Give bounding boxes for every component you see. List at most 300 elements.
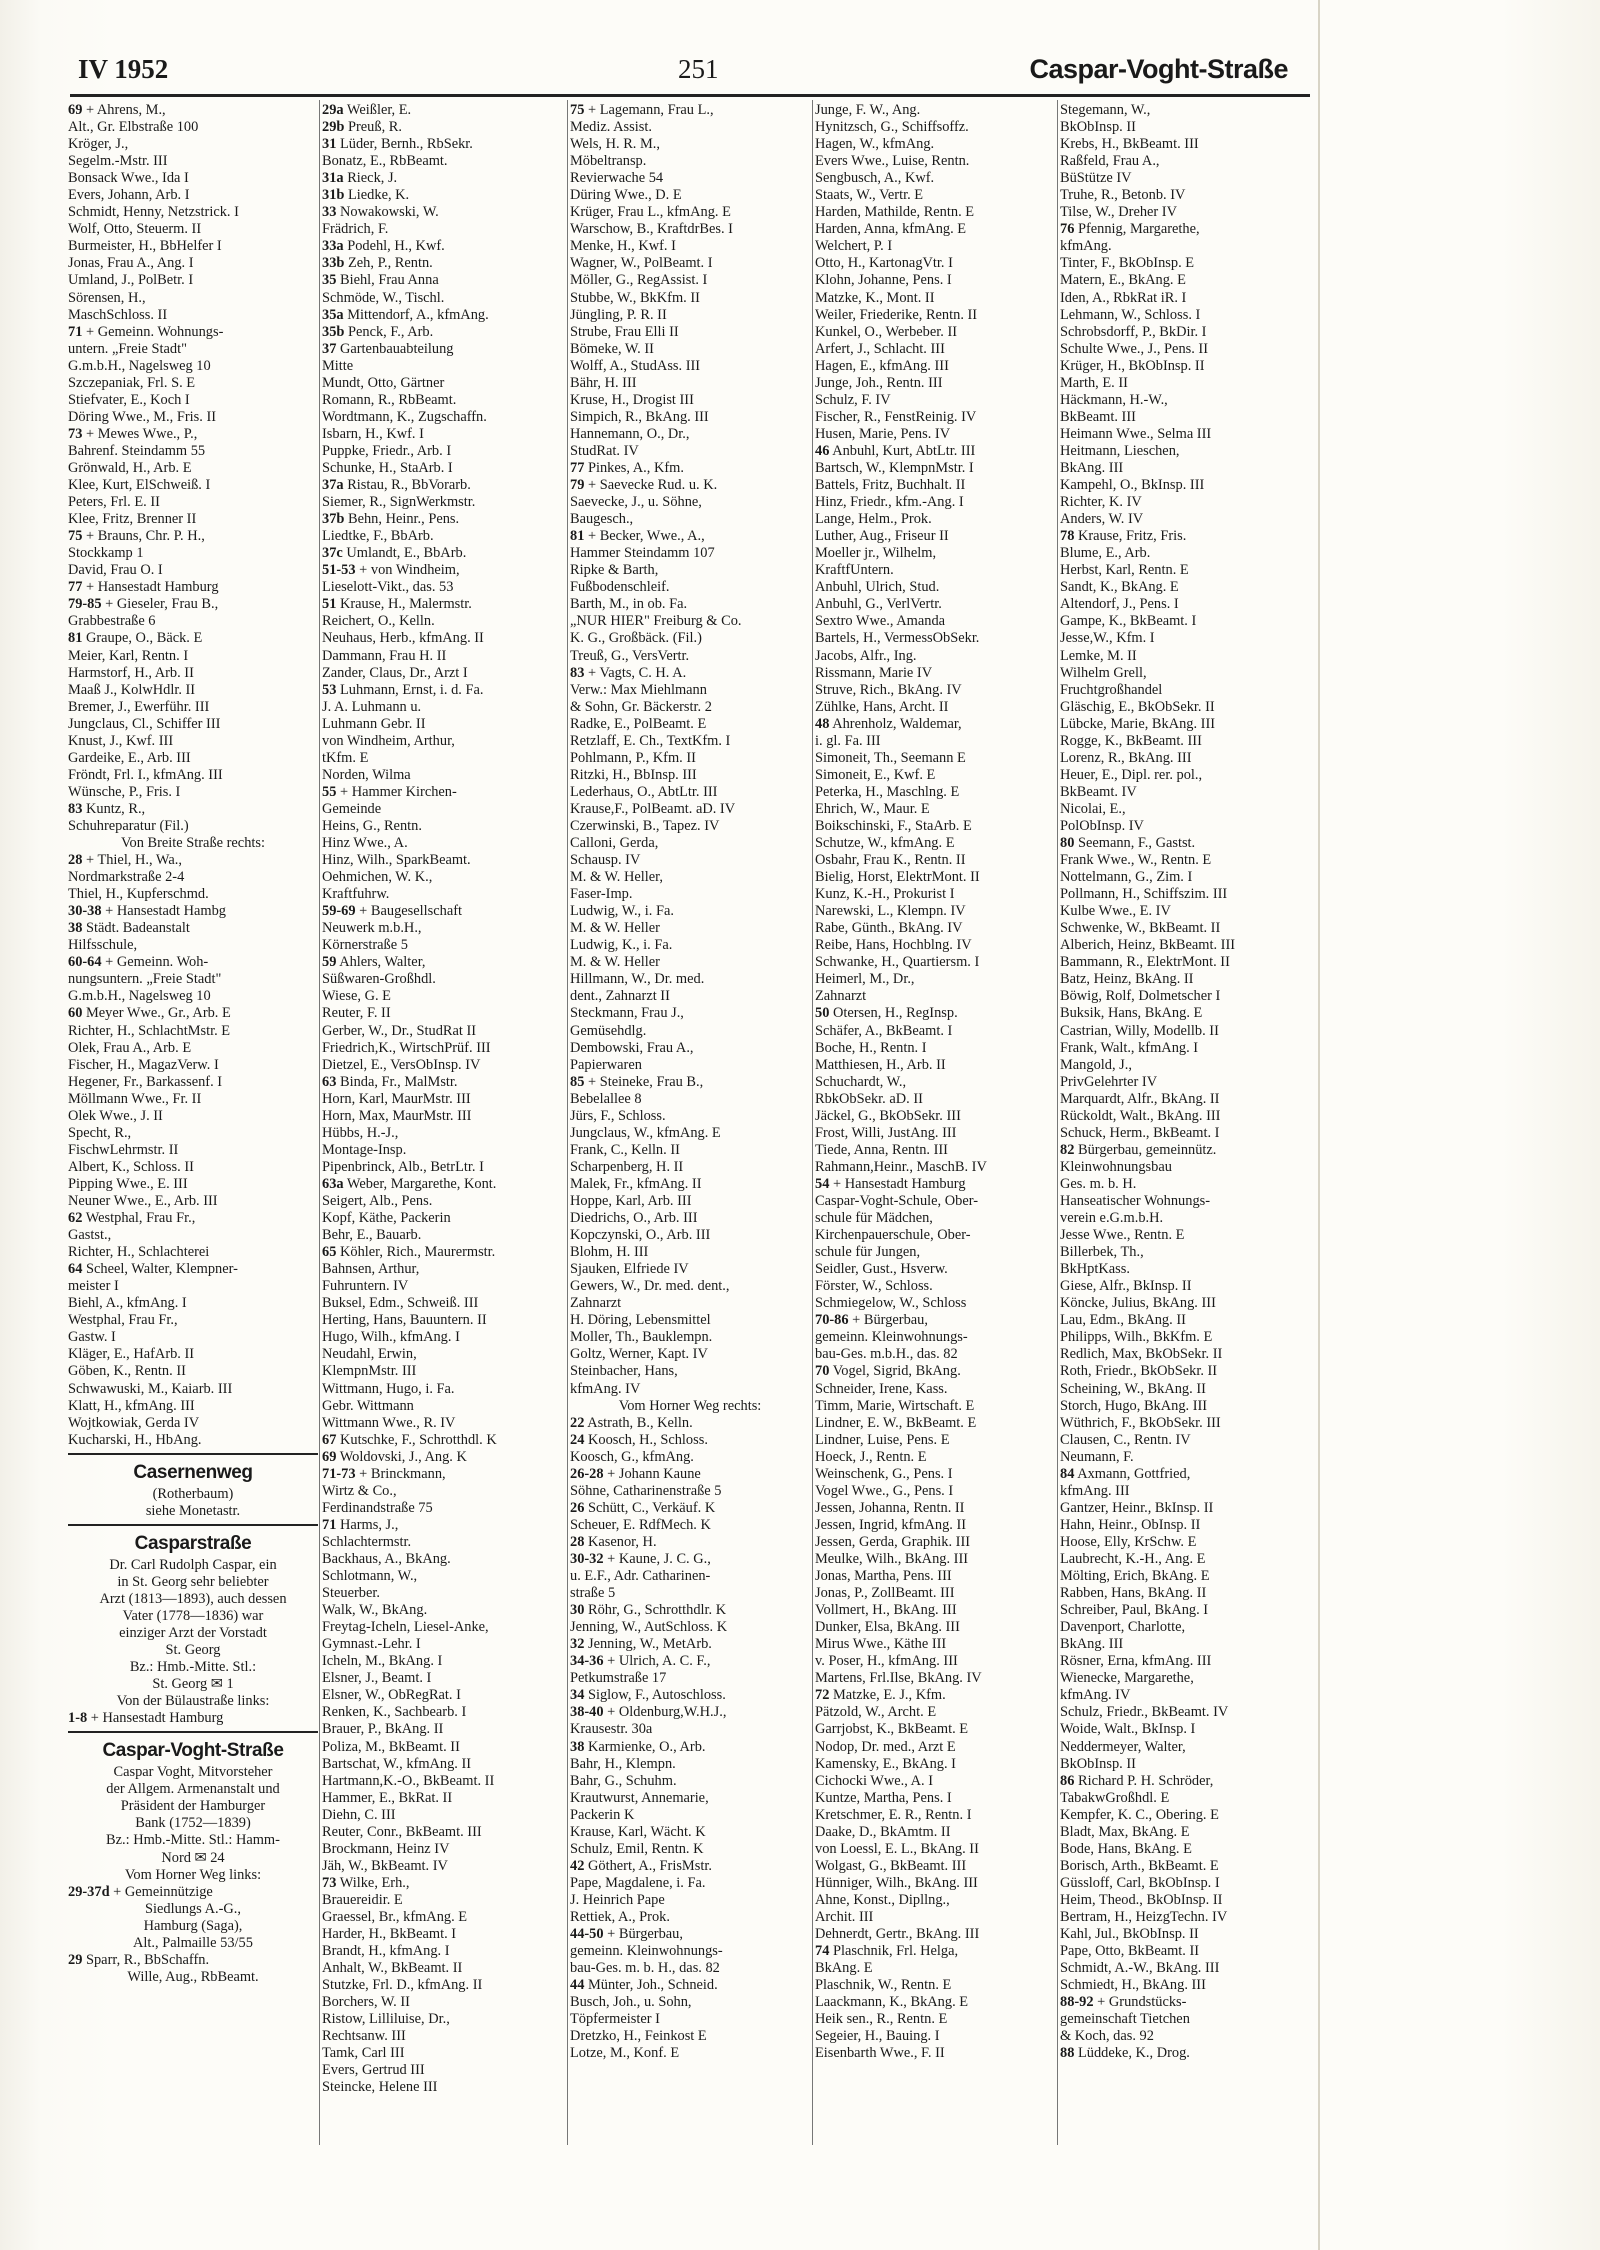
directory-entry: Ristow, Lilliluise, Dr.,	[322, 2011, 450, 2028]
directory-entry: Peterka, H., Maschlng. E	[815, 783, 960, 800]
directory-entry: 73 + Mewes Wwe., P.,	[68, 425, 198, 442]
directory-entry: Junge, F. W., Ang.	[815, 102, 921, 118]
directory-entry: Diedrichs, O., Arb. III	[570, 1210, 698, 1227]
directory-entry: Rückoldt, Walt., BkAng. III	[1060, 1107, 1221, 1124]
directory-entry: Reibe, Hans, Hochblng. IV	[815, 937, 972, 954]
directory-entry: Ges. m. b. H.	[1060, 1175, 1137, 1192]
house-number: 77	[570, 459, 585, 476]
directory-entry: 26 Schütt, C., Verkäuf. K	[570, 1499, 716, 1516]
column-2	[322, 102, 567, 2142]
directory-entry: 38 Karmienke, O., Arb.	[570, 1738, 706, 1755]
directory-entry: M. & W. Heller	[570, 954, 660, 971]
directory-entry: Stutzke, Frl. D., kfmAng. II	[322, 1977, 483, 1994]
directory-entry: Lorenz, R., BkAng. III	[1060, 749, 1192, 766]
directory-entry: Hynitzsch, G., Schiffsoffz.	[815, 119, 969, 136]
directory-entry: 88 Lüddeke, K., Drog.	[1060, 2045, 1190, 2062]
directory-entry: RbkObSekr. aD. II	[815, 1090, 923, 1107]
directory-entry: Schwenke, W., BkBeamt. II	[1060, 920, 1221, 937]
directory-entry: Hillmann, W., Dr. med.	[570, 971, 705, 988]
directory-entry: Hammer, E., BkRat. II	[322, 1789, 453, 1806]
directory-entry: Scheining, W., BkAng. II	[1060, 1380, 1206, 1397]
directory-entry: Schulz, Emil, Rentn. K	[570, 1840, 704, 1857]
directory-entry: Moeller jr., Wilhelm,	[815, 545, 937, 562]
section-rule	[68, 1524, 318, 1526]
directory-entry: FischwLehrmstr. II	[68, 1141, 179, 1158]
house-number: 88	[1060, 2045, 1075, 2062]
directory-entry: 86 Richard P. H. Schröder,	[1060, 1772, 1214, 1789]
directory-entry: K. G., Großbäck. (Fil.)	[570, 630, 702, 647]
directory-entry: Meier, Karl, Rentn. I	[68, 647, 189, 664]
directory-entry: Kuntze, Martha, Pens. I	[815, 1789, 952, 1806]
directory-entry: Hagen, W., kfmAng.	[815, 136, 935, 153]
directory-entry: Buksik, Hans, BkAng. E	[1060, 1005, 1203, 1022]
house-number: 22	[570, 1414, 585, 1431]
directory-entry: Retzlaff, E. Ch., TextKfm. I	[570, 732, 731, 749]
directory-entry: 88-92 + Grundstücks-	[1060, 1994, 1187, 2011]
directory-entry: BüStütze IV	[1060, 170, 1132, 187]
page-edge	[1318, 0, 1320, 2250]
directory-entry: 71 + Gemeinn. Wohnungs-	[68, 323, 224, 340]
directory-entry: Simoneit, E., Kwf. E	[815, 766, 936, 783]
directory-entry: Von Breite Straße rechts:	[120, 835, 265, 852]
directory-entry: 30-32 + Kaune, J. C. G.,	[570, 1550, 711, 1567]
directory-entry: Rabben, Hans, BkAng. II	[1060, 1585, 1207, 1602]
directory-entry: Jesse,W., Kfm. I	[1060, 630, 1155, 647]
directory-entry: Treuß, G., VersVertr.	[570, 647, 690, 664]
directory-entry: bau-Ges. m. b. H., das. 82	[570, 1960, 720, 1977]
directory-entry: 30-38 + Hansestadt Hambg	[68, 903, 226, 920]
house-number: 37	[322, 340, 337, 357]
directory-entry: Struve, Rich., BkAng. IV	[815, 681, 962, 698]
house-number: 88-92	[1060, 1994, 1094, 2011]
directory-entry: 24 Koosch, H., Schloss.	[570, 1431, 708, 1448]
directory-entry: 59 Ahlers, Walter,	[322, 954, 426, 971]
directory-entry: meister I	[68, 1278, 119, 1295]
directory-entry: Koosch, G., kfmAng.	[570, 1448, 694, 1465]
header-rule	[70, 94, 1310, 97]
directory-entry: 85 + Steineke, Frau B.,	[570, 1073, 704, 1090]
directory-entry: Bladt, Max, BkAng. E	[1060, 1823, 1190, 1840]
directory-entry: Rechtsanw. III	[322, 2028, 406, 2045]
directory-entry: Wordtmann, K., Zugschaffn.	[322, 408, 487, 425]
directory-entry: schule für Jungen,	[815, 1244, 921, 1261]
directory-entry: KlempnMstr. III	[322, 1363, 417, 1380]
house-number: 76	[1060, 221, 1075, 238]
house-number: 46	[815, 442, 830, 459]
column-divider	[812, 100, 813, 2145]
directory-entry: Schäfer, A., BkBeamt. I	[815, 1022, 953, 1039]
directory-entry: Heik sen., R., Rentn. E	[815, 2011, 948, 2028]
directory-entry: Möller, G., RegAssist. I	[570, 272, 708, 289]
directory-entry: Brandt, H., kfmAng. I	[322, 1943, 450, 1960]
directory-entry: Präsident der Hamburger	[120, 1798, 266, 1815]
directory-entry: 63 Binda, Fr., MalMstr.	[322, 1073, 458, 1090]
directory-entry: Pape, Magdalene, i. Fa.	[570, 1874, 706, 1891]
directory-entry: & Koch, das. 92	[1060, 2028, 1154, 2045]
house-number: 29b	[322, 119, 345, 136]
directory-entry: Scheuer, E. RdfMech. K	[570, 1516, 711, 1533]
directory-entry: Horn, Max, MaurMstr. III	[322, 1107, 472, 1124]
directory-entry: Dunker, Elsa, BkAng. III	[815, 1619, 960, 1636]
directory-entry: 81 + Becker, Wwe., A.,	[570, 528, 705, 545]
column-3	[570, 102, 810, 2142]
directory-entry: 77 + Hansestadt Hamburg	[68, 579, 219, 596]
directory-entry: Neuner Wwe., E., Arb. III	[68, 1193, 218, 1209]
directory-entry: Mirus Wwe., Käthe III	[815, 1636, 947, 1653]
directory-entry: Zahnarzt	[815, 988, 867, 1005]
directory-entry: Hamburg (Saga),	[143, 1917, 243, 1934]
directory-entry: KraftfUntern.	[815, 562, 894, 579]
directory-entry: Matthiesen, H., Arb. II	[815, 1056, 946, 1073]
directory-entry: 60-64 + Gemeinn. Woh-	[68, 954, 209, 971]
directory-entry: Wüthrich, F., BkObSekr. III	[1060, 1414, 1221, 1431]
house-number: 33	[322, 204, 337, 221]
directory-entry: Grönwald, H., Arb. E	[68, 459, 192, 476]
directory-entry: 75 + Brauns, Chr. P. H.,	[68, 528, 205, 545]
directory-entry: Hanseatischer Wohnungs-	[1060, 1193, 1211, 1209]
directory-entry: Bz.: Hmb.-Mitte. Stl.:	[129, 1659, 257, 1676]
directory-entry: 38 Städt. Badeanstalt	[68, 920, 190, 937]
directory-entry: Isbarn, H., Kwf. I	[322, 425, 424, 442]
directory-entry: Behr, E., Bauarb.	[322, 1227, 422, 1244]
directory-entry: Welchert, P. I	[815, 238, 893, 255]
house-number: 35b	[322, 323, 345, 340]
directory-entry: Laackmann, K., BkAng. E	[815, 1994, 969, 2011]
directory-entry: 35 Biehl, Frau Anna	[322, 272, 439, 289]
directory-entry: 70-86 + Bürgerbau,	[815, 1312, 928, 1329]
directory-entry: Scharpenberg, H. II	[570, 1158, 684, 1175]
directory-entry: kfmAng.	[1060, 238, 1112, 255]
house-number: 35	[322, 272, 337, 289]
directory-entry: Rogge, K., BkBeamt. III	[1060, 732, 1202, 749]
directory-entry: Elsner, J., Beamt. I	[322, 1670, 432, 1687]
house-number: 37c	[322, 545, 343, 562]
directory-entry: Krautwurst, Annemarie,	[570, 1789, 709, 1806]
directory-entry: Rahmann,Heinr., MaschB. IV	[815, 1158, 987, 1175]
house-number: 80	[1060, 835, 1075, 852]
house-number: 28	[570, 1533, 585, 1550]
directory-entry: Köncke, Julius, BkAng. III	[1060, 1295, 1216, 1312]
directory-entry: Schunke, H., StaArb. I	[322, 459, 453, 476]
directory-entry: Lange, Helm., Prok.	[815, 511, 932, 528]
directory-entry: i. gl. Fa. III	[815, 732, 881, 749]
house-number: 28	[68, 852, 83, 869]
directory-entry: Evers Wwe., Luise, Rentn.	[815, 153, 970, 170]
directory-entry: Wiese, G. E	[322, 988, 391, 1005]
directory-entry: Evers, Gertrud III	[322, 2062, 425, 2079]
directory-entry: 44-50 + Bürgerbau,	[570, 1926, 683, 1943]
directory-entry: Neddermeyer, Walter,	[1060, 1738, 1186, 1755]
directory-entry: Lau, Edm., BkAng. II	[1060, 1312, 1186, 1329]
directory-entry: 54 + Hansestadt Hamburg	[815, 1175, 966, 1192]
directory-entry: Jonas, Frau A., Ang. I	[68, 255, 194, 272]
house-number: 34-36	[570, 1653, 604, 1670]
directory-entry: Elsner, W., ObRegRat. I	[322, 1687, 461, 1704]
directory-entry: Lehmann, W., Schloss. I	[1060, 306, 1201, 323]
directory-entry: Roth, Friedr., BkObSekr. II	[1060, 1363, 1218, 1380]
house-number: 53	[322, 681, 337, 698]
house-number: 75	[68, 528, 83, 545]
house-number: 29-37d	[68, 1883, 110, 1900]
directory-entry: Cichocki Wwe., A. I	[815, 1772, 934, 1789]
directory-entry: Frank, Walt., kfmAng. I	[1060, 1039, 1199, 1056]
directory-entry: StudRat. IV	[570, 442, 639, 459]
directory-entry: Gastw. I	[68, 1329, 116, 1346]
directory-entry: Woide, Walt., BkInsp. I	[1060, 1721, 1196, 1738]
directory-entry: Lemke, M. II	[1060, 647, 1137, 664]
directory-entry: Schlachtermstr.	[322, 1533, 412, 1550]
directory-entry: Rösner, Erna, kfmAng. III	[1060, 1653, 1212, 1670]
directory-entry: Schmidt, Henny, Netzstrick. I	[68, 204, 239, 221]
directory-entry: Storch, Hugo, BkAng. III	[1060, 1397, 1208, 1414]
house-number: 64	[68, 1261, 83, 1278]
directory-entry: Gymnast.-Lehr. I	[322, 1636, 421, 1653]
directory-entry: Maaß J., KolwHdlr. II	[68, 681, 196, 698]
directory-entry: Schrobsdorff, P., BkDir. I	[1060, 323, 1207, 340]
directory-entry: Malek, Fr., kfmAng. II	[570, 1175, 702, 1192]
house-number: 44	[570, 1977, 585, 1994]
house-number: 55	[322, 783, 337, 800]
directory-entry: Gampe, K., BkBeamt. I	[1060, 613, 1197, 630]
directory-entry: Garrjobst, K., BkBeamt. E	[815, 1721, 969, 1738]
directory-entry: Arfert, J., Schlacht. III	[815, 340, 945, 357]
directory-entry: siehe Monetastr.	[145, 1502, 241, 1519]
directory-entry: St. Georg ✉ 1	[152, 1676, 234, 1693]
directory-entry: Marquardt, Alfr., BkAng. II	[1060, 1090, 1220, 1107]
house-number: 83	[570, 664, 585, 681]
directory-entry: Segeier, H., Bauing. I	[815, 2028, 940, 2045]
directory-entry: Junge, Joh., Rentn. III	[815, 374, 943, 391]
section-rule	[68, 1453, 318, 1455]
directory-entry: Richter, H., SchlachtMstr. E	[68, 1022, 231, 1039]
directory-entry: Schulz, F. IV	[815, 391, 891, 408]
directory-entry: Steincke, Helene III	[322, 2079, 438, 2096]
directory-entry: 51 Krause, H., Malermstr.	[322, 596, 472, 613]
directory-entry: M. & W. Heller,	[570, 869, 663, 886]
directory-entry: Brauer, P., BkAng. II	[322, 1721, 444, 1738]
directory-entry: Wittmann, Hugo, i. Fa.	[322, 1380, 455, 1397]
house-number: 33b	[322, 255, 345, 272]
directory-entry: Baugesch.,	[570, 511, 634, 528]
directory-entry: Schuck, Herm., BkBeamt. I	[1060, 1124, 1220, 1141]
house-number: 63a	[322, 1175, 344, 1192]
directory-entry: Truhe, R., Betonb. IV	[1060, 187, 1186, 204]
header-volume-year: IV 1952	[78, 54, 169, 84]
directory-entry: Castrian, Willy, Modellb. II	[1060, 1022, 1219, 1039]
directory-entry: Kucharski, H., HbAng.	[68, 1431, 202, 1448]
directory-entry: J. Heinrich Pape	[570, 1891, 665, 1908]
directory-entry: in St. Georg sehr beliebter	[117, 1573, 269, 1590]
directory-entry: Jungclaus, W., kfmAng. E	[570, 1124, 721, 1141]
directory-entry: Steinbacher, Hans,	[570, 1363, 678, 1380]
house-number: 42	[570, 1857, 585, 1874]
directory-entry: Güssloff, Carl, BkObInsp. I	[1060, 1874, 1220, 1891]
directory-entry: Bahnsen, Arthur,	[322, 1261, 420, 1278]
house-number: 82	[1060, 1141, 1075, 1158]
directory-entry: Heimann Wwe., Selma III	[1060, 425, 1212, 442]
directory-entry: Kläger, E., HafArb. II	[68, 1346, 195, 1363]
directory-entry: Bebelallee 8	[570, 1090, 642, 1107]
directory-entry: Schreiber, Paul, BkAng. I	[1060, 1602, 1209, 1619]
directory-entry: Dembowski, Frau A.,	[570, 1039, 694, 1056]
directory-entry: Dammann, Frau H. II	[322, 647, 447, 664]
directory-entry: Hoeck, J., Rentn. E	[815, 1448, 927, 1465]
directory-entry: Fruchtgroßhandel	[1060, 681, 1163, 698]
directory-entry: 29a Weißler, E.	[322, 102, 412, 118]
directory-entry: Davenport, Charlotte,	[1060, 1619, 1186, 1636]
directory-entry: Klohn, Johanne, Pens. I	[815, 272, 952, 289]
directory-entry: kfmAng. IV	[570, 1380, 641, 1397]
directory-entry: Borisch, Arth., BkBeamt. E	[1060, 1857, 1219, 1874]
directory-entry: Heitmann, Lieschen,	[1060, 442, 1180, 459]
directory-entry: Lieselott-Vikt., das. 53	[322, 579, 454, 596]
directory-entry: Frank Wwe., W., Rentn. E	[1060, 852, 1212, 869]
directory-entry: Kopczynski, O., Arb. III	[570, 1227, 711, 1244]
house-number: 44-50	[570, 1926, 604, 1943]
directory-entry: Luhmann Gebr. II	[322, 715, 426, 732]
directory-entry: Klee, Fritz, Brenner II	[68, 511, 197, 528]
directory-entry: Gardeike, E., Arb. III	[68, 749, 191, 766]
directory-entry: Matern, E., BkAng. E	[1060, 272, 1186, 289]
directory-entry: Peters, Frl. E. II	[68, 494, 160, 511]
directory-entry: Schlotmann, W.,	[322, 1568, 418, 1585]
directory-entry: Hartmann,K.-O., BkBeamt. II	[322, 1772, 495, 1789]
directory-entry: 50 Otersen, H., RegInsp.	[815, 1005, 958, 1022]
directory-entry: BkAng. III	[1060, 1636, 1124, 1653]
directory-entry: Lübcke, Marie, BkAng. III	[1060, 715, 1216, 732]
directory-entry: Clausen, C., Rentn. IV	[1060, 1431, 1191, 1448]
directory-entry: Söhne, Catharinenstraße 5	[570, 1482, 722, 1499]
directory-entry: Gastst.,	[68, 1227, 112, 1244]
directory-entry: 34-36 + Ulrich, A. C. F.,	[570, 1653, 711, 1670]
directory-entry: Kunkel, O., Werbeber. II	[815, 323, 958, 340]
directory-entry: Szczepaniak, Frl. S. E	[68, 374, 196, 391]
directory-entry: & Sohn, Gr. Bäckerstr. 2	[570, 698, 712, 715]
directory-entry: 53 Luhmann, Ernst, i. d. Fa.	[322, 681, 484, 698]
directory-entry: Wille, Aug., RbBeamt.	[127, 1968, 259, 1985]
directory-entry: Wels, H. R. M.,	[570, 136, 660, 153]
directory-entry: von Loessl, E. L., BkAng. II	[815, 1840, 979, 1857]
directory-entry: Jacobs, Alfr., Ing.	[815, 647, 917, 664]
directory-entry: Dr. Carl Rudolph Caspar, ein	[109, 1556, 277, 1573]
house-number: 51	[322, 596, 337, 613]
directory-entry: Pipping Wwe., E. III	[68, 1175, 188, 1192]
directory-entry: Jürs, F., Schloss.	[570, 1107, 666, 1124]
directory-entry: Puppke, Friedr., Arb. I	[322, 442, 452, 459]
directory-entry: Blohm, H. III	[570, 1244, 649, 1261]
directory-entry: Menke, H., Kwf. I	[570, 238, 676, 255]
directory-entry: Wirtz & Co.,	[322, 1482, 397, 1499]
directory-entry: 70 Vogel, Sigrid, BkAng.	[815, 1363, 961, 1380]
column-4	[815, 102, 1055, 2142]
directory-entry: Fischer, H., MagazVerw. I	[68, 1056, 219, 1073]
directory-entry: Schmidt, A.-W., BkAng. III	[1060, 1960, 1220, 1977]
directory-entry: 28 + Thiel, H., Wa.,	[68, 852, 182, 869]
directory-entry: Harden, Anna, kfmAng. E	[815, 221, 967, 238]
directory-entry: Hoose, Elly, KrSchw. E	[1060, 1533, 1197, 1550]
directory-entry: Olek Wwe., J. II	[68, 1107, 163, 1124]
directory-entry: Zahnarzt	[570, 1295, 622, 1312]
directory-entry: 35a Mittendorf, A., kfmAng.	[322, 306, 489, 323]
directory-entry: Tilse, W., Dreher IV	[1060, 204, 1177, 221]
directory-entry: Wilhelm Grell,	[1060, 664, 1147, 681]
directory-entry: Narewski, L., Klempn. IV	[815, 903, 966, 920]
directory-entry: Vater (1778—1836) war	[122, 1607, 264, 1624]
directory-entry: nungsuntern. „Freie Stadt"	[68, 971, 222, 988]
directory-entry: Osbahr, Frau K., Rentn. II	[815, 852, 966, 869]
directory-entry: Jäckel, G., BkObSekr. III	[815, 1107, 961, 1124]
directory-entry: Kraftfuhrw.	[322, 886, 390, 903]
directory-entry: Borchers, W. II	[322, 1994, 410, 2011]
directory-entry: Vollmert, H., BkAng. III	[815, 1602, 957, 1619]
directory-entry: Tinter, F., BkObInsp. E	[1060, 255, 1195, 272]
directory-entry: Calloni, Gerda,	[570, 835, 659, 852]
directory-entry: Gebr. Wittmann	[322, 1397, 414, 1414]
directory-entry: Otto, H., KartonagVtr. I	[815, 255, 953, 272]
directory-entry: Nottelmann, G., Zim. I	[1060, 869, 1193, 886]
house-number: 31b	[322, 187, 345, 204]
directory-entry: Frank, C., Kelln. II	[570, 1141, 680, 1158]
house-number: 81	[68, 630, 83, 647]
directory-entry: Arzt (1813—1893), auch dessen	[99, 1590, 287, 1607]
directory-entry: G.m.b.H., Nagelsweg 10	[68, 357, 211, 374]
directory-entry: Billerbek, Th.,	[1060, 1244, 1144, 1261]
directory-entry: Packerin K	[570, 1806, 635, 1823]
directory-entry: Pape, Otto, BkBeamt. II	[1060, 1943, 1200, 1960]
directory-entry: Schuchardt, W.,	[815, 1073, 907, 1090]
directory-entry: Busch, Joh., u. Sohn,	[570, 1994, 692, 2011]
directory-entry: Gemüsehdlg.	[570, 1022, 647, 1039]
directory-entry: Ritzki, H., BbInsp. III	[570, 766, 697, 783]
directory-entry: Luther, Aug., Friseur II	[815, 528, 949, 545]
directory-entry: Knust, J., Kwf. III	[68, 732, 174, 749]
directory-entry: Petkumstraße 17	[570, 1670, 667, 1687]
directory-entry: Dretzko, H., Feinkost E	[570, 2028, 707, 2045]
house-number: 78	[1060, 528, 1075, 545]
house-number: 60	[68, 1005, 83, 1022]
directory-entry: 84 Axmann, Gottfried,	[1060, 1465, 1191, 1482]
directory-entry: Philipps, Wilh., BkKfm. E	[1060, 1329, 1213, 1346]
directory-entry: Staats, W., Vertr. E	[815, 187, 924, 204]
directory-entry: Stegemann, W.,	[1060, 102, 1151, 118]
directory-entry: v. Poser, H., kfmAng. III	[815, 1653, 958, 1670]
directory-entry: Stiefvater, E., Koch I	[68, 391, 190, 408]
directory-entry: Bode, Hans, BkAng. E	[1060, 1840, 1192, 1857]
directory-entry: Vogel Wwe., G., Pens. I	[815, 1482, 954, 1499]
directory-entry: Grabbestraße 6	[68, 613, 156, 630]
directory-entry: Heins, G., Rentn.	[322, 817, 422, 834]
directory-entry: 51-53 + von Windheim,	[322, 562, 460, 579]
directory-entry: 48 Ahrenholz, Waldemar,	[815, 715, 962, 732]
directory-entry: Hünniger, Wilh., BkAng. III	[815, 1874, 978, 1891]
directory-entry: Harden, Mathilde, Rentn. E	[815, 204, 975, 221]
directory-entry: Montage-Insp.	[322, 1141, 407, 1158]
directory-entry: Battels, Fritz, Buchhalt. II	[815, 477, 966, 494]
house-number: 31	[322, 136, 337, 153]
directory-entry: Nicolai, E.,	[1060, 800, 1126, 817]
directory-entry: David, Frau O. I	[68, 562, 163, 579]
directory-entry: Krüger, H., BkObInsp. II	[1060, 357, 1205, 374]
directory-entry: Rissmann, Marie IV	[815, 664, 933, 681]
directory-entry: Wolff, A., StudAss. III	[570, 357, 701, 374]
directory-entry: Bonatz, E., RbBeamt.	[322, 153, 448, 170]
directory-entry: Norden, Wilma	[322, 766, 411, 783]
directory-entry: Bielig, Horst, ElektrMont. II	[815, 869, 980, 886]
directory-entry: Nord ✉ 24	[161, 1849, 225, 1866]
directory-entry: 35b Penck, F., Arb.	[322, 323, 434, 340]
directory-entry: BkAng. E	[815, 1960, 873, 1977]
directory-entry: Alberich, Heinz, BkBeamt. III	[1060, 937, 1236, 954]
